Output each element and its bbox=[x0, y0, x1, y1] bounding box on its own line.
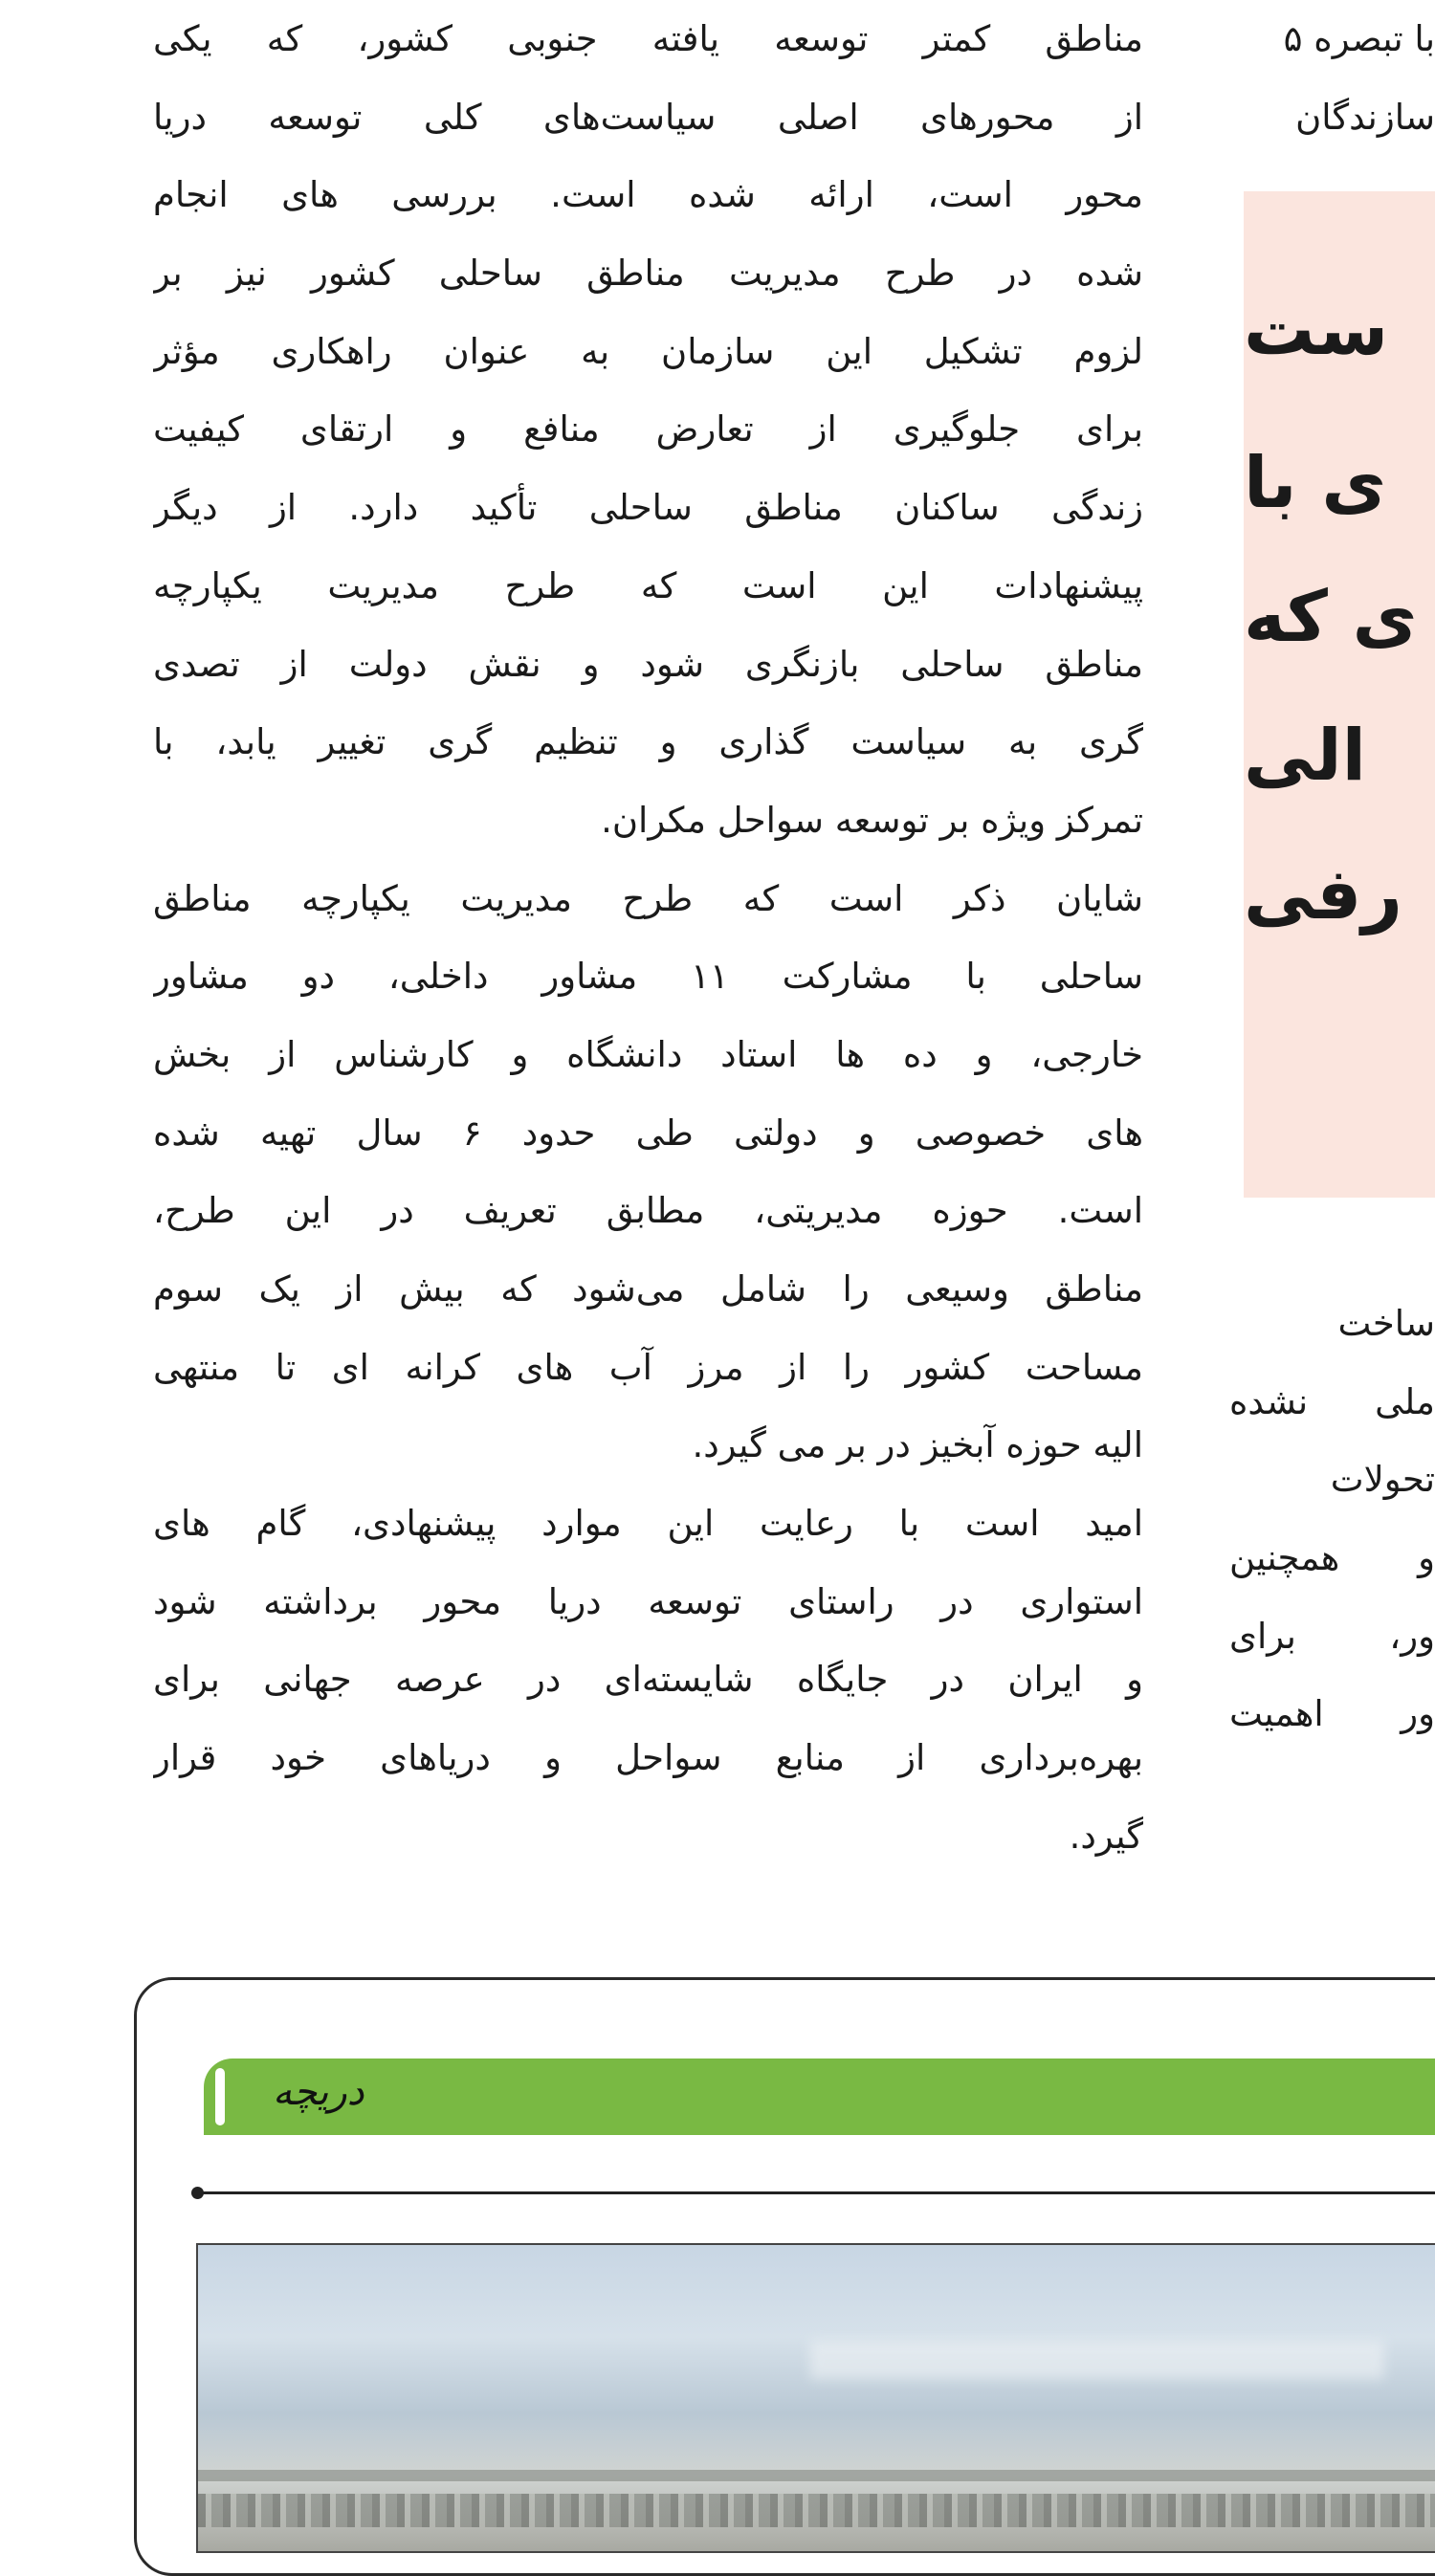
pull-quote-line: ی با bbox=[1244, 442, 1387, 524]
article-text-line: ساحلی با مشارکت ۱۱ مشاور داخلی، دو مشاور bbox=[153, 956, 1143, 998]
right-column-top bbox=[1229, 0, 1435, 156]
article-text-line: استواری در راستای توسعه دریا محور برداشته شود bbox=[153, 1580, 1143, 1622]
sidebar-box-header-tab bbox=[204, 2059, 1435, 2135]
article-text-line: گیرد. bbox=[1069, 1815, 1143, 1857]
coastal-photo bbox=[196, 2243, 1435, 2553]
article-text-line: بهره‌برداری از منابع سواحل و دریاهای خود قرار bbox=[153, 1737, 1143, 1779]
right-top-line: با تبصره ۵ bbox=[1283, 18, 1435, 59]
right-lower-line: ملی نشده bbox=[1229, 1380, 1435, 1422]
main-article-column bbox=[153, 0, 1143, 1876]
article-text-line: از محورهای اصلی سیاست‌های کلی توسعه دریا bbox=[153, 96, 1143, 138]
article-text-line: مناطق ساحلی بازنگری شود و نقش دولت از تصدی bbox=[153, 643, 1143, 685]
article-text-line: مناطق کمتر توسعه یافته جنوبی کشور، که یکی bbox=[153, 18, 1143, 59]
article-text-line: تمرکز ویژه بر توسعه سواحل مکران. bbox=[601, 799, 1143, 841]
article-text-line: الیه حوزه آبخیز در بر می گیرد. bbox=[692, 1424, 1143, 1466]
article-text-line: های خصوصی و دولتی طی حدود ۶ سال تهیه شده bbox=[153, 1112, 1143, 1154]
article-text-line: و ایران در جایگاه شایسته‌ای در عرصه جهانی برای bbox=[153, 1659, 1143, 1701]
pull-quote-line: ست bbox=[1244, 289, 1389, 371]
photo-haze bbox=[810, 2341, 1384, 2379]
article-text-line: پیشنهادات این است که طرح مدیریت یکپارچه bbox=[153, 564, 1143, 606]
pull-quote-line: ی که bbox=[1244, 576, 1418, 658]
divider-rule bbox=[196, 2191, 1435, 2194]
article-text-line: خارجی، و ده ها استاد دانشگاه و کارشناس از بخش bbox=[153, 1033, 1143, 1075]
right-lower-line: تحولات bbox=[1330, 1459, 1435, 1501]
article-text-line: زندگی ساکنان مناطق ساحلی تأکید دارد. از دیگر bbox=[153, 487, 1143, 529]
pull-quote-box bbox=[1244, 191, 1435, 1198]
tab-notch bbox=[215, 2068, 225, 2125]
sidebar-box-title: دریچه bbox=[273, 2070, 364, 2114]
right-lower-line: ور، برای bbox=[1229, 1615, 1435, 1657]
article-text-line: است. حوزه مدیریتی، مطابق تعریف در این طرح، bbox=[153, 1190, 1143, 1232]
pull-quote-line: الی bbox=[1244, 715, 1367, 797]
pull-quote-line: رفی bbox=[1244, 853, 1402, 936]
article-text-line: برای جلوگیری از تعارض منافع و ارتقای کیفیت bbox=[153, 408, 1143, 451]
right-lower-line: ساخت bbox=[1337, 1303, 1435, 1344]
article-text-line: محور است، ارائه شده است. بررسی های انجام bbox=[153, 174, 1143, 216]
article-text-line: لزوم تشکیل این سازمان به عنوان راهکاری مؤثر bbox=[153, 330, 1143, 372]
right-lower-line: و همچنین bbox=[1229, 1537, 1435, 1579]
article-text-line: امید است با رعایت این موارد پیشنهادی، گام های bbox=[153, 1503, 1143, 1545]
article-text-line: شایان ذکر است که طرح مدیریت یکپارچه مناطق bbox=[153, 877, 1143, 919]
photo-shoreline bbox=[198, 2470, 1435, 2481]
right-column-lower bbox=[1229, 1285, 1435, 1753]
right-top-line: سازندگان bbox=[1295, 96, 1435, 138]
article-text-line: شده در طرح مدیریت مناطق ساحلی کشور نیز بر bbox=[153, 253, 1143, 295]
right-lower-line: ور اهمیت bbox=[1229, 1693, 1435, 1735]
article-text-line: گری به سیاست گذاری و تنظیم گری تغییر یابد، با bbox=[153, 721, 1143, 763]
article-text-line: مناطق وسیعی را شامل می‌شود که بیش از یک سوم bbox=[153, 1268, 1143, 1310]
photo-foreground bbox=[198, 2494, 1435, 2527]
article-text-line: مساحت کشور را از مرز آب های کرانه ای تا منتهی bbox=[153, 1346, 1143, 1388]
